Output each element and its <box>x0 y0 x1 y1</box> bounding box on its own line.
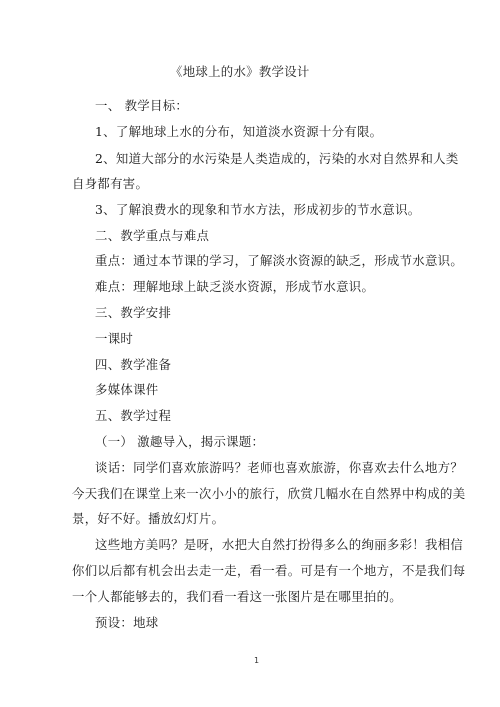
paragraph-line: 多媒体课件 <box>95 382 159 397</box>
page-number: 1 <box>254 656 260 665</box>
paragraph-line: 3、了解浪费水的现象和节水方法，形成初步的节水意识。 <box>95 202 421 217</box>
section-heading-arrangement: 三、教学安排 <box>95 305 172 320</box>
paragraph-line: 谈话：同学们喜欢旅游吗？老师也喜欢旅游，你喜欢去什么地方？ <box>95 460 464 475</box>
paragraph-line: 难点：理解地球上缺乏淡水资源，形成节水意识。 <box>95 279 375 294</box>
paragraph-line: 一课时 <box>95 331 134 346</box>
paragraph-line: 景，好不好。播放幻灯片。 <box>72 511 225 526</box>
paragraph-line: 你们以后都有机会出去走一走，看一看。可是有一个地方，不是我们每 <box>72 563 466 578</box>
section-heading-preparation: 四、教学准备 <box>95 357 172 372</box>
paragraph-line: 重点：通过本节课的学习，了解淡水资源的缺乏，形成节水意识。 <box>95 253 464 268</box>
paragraph-line: 今天我们在课堂上来一次小小的旅行，欣赏几幅水在自然界中构成的美 <box>72 486 466 501</box>
section-heading-process: 五、教学过程 <box>95 408 172 423</box>
paragraph-line: 1、了解地球上水的分布，知道淡水资源十分有限。 <box>95 124 383 139</box>
document-title: 《地球上的水》教学设计 <box>170 64 310 79</box>
paragraph-line: 自身都有害。 <box>72 176 149 191</box>
section-heading-objectives: 一、 教学目标： <box>95 98 189 113</box>
section-heading-key-points: 二、教学重点与难点 <box>95 228 210 243</box>
paragraph-line: 这些地方美吗？是呀，水把大自然打扮得多么的绚丽多彩！我相信 <box>95 537 464 552</box>
paragraph-line: 2、知道大部分的水污染是人类造成的，污染的水对自然界和人类 <box>95 151 459 166</box>
paragraph-line: 预设：地球 <box>95 615 159 630</box>
subsection-heading: （一） 激趣导入，揭示课题： <box>95 434 265 449</box>
paragraph-line: 一个人都能够去的，我们看一看这一张图片是在哪里拍的。 <box>72 589 402 604</box>
